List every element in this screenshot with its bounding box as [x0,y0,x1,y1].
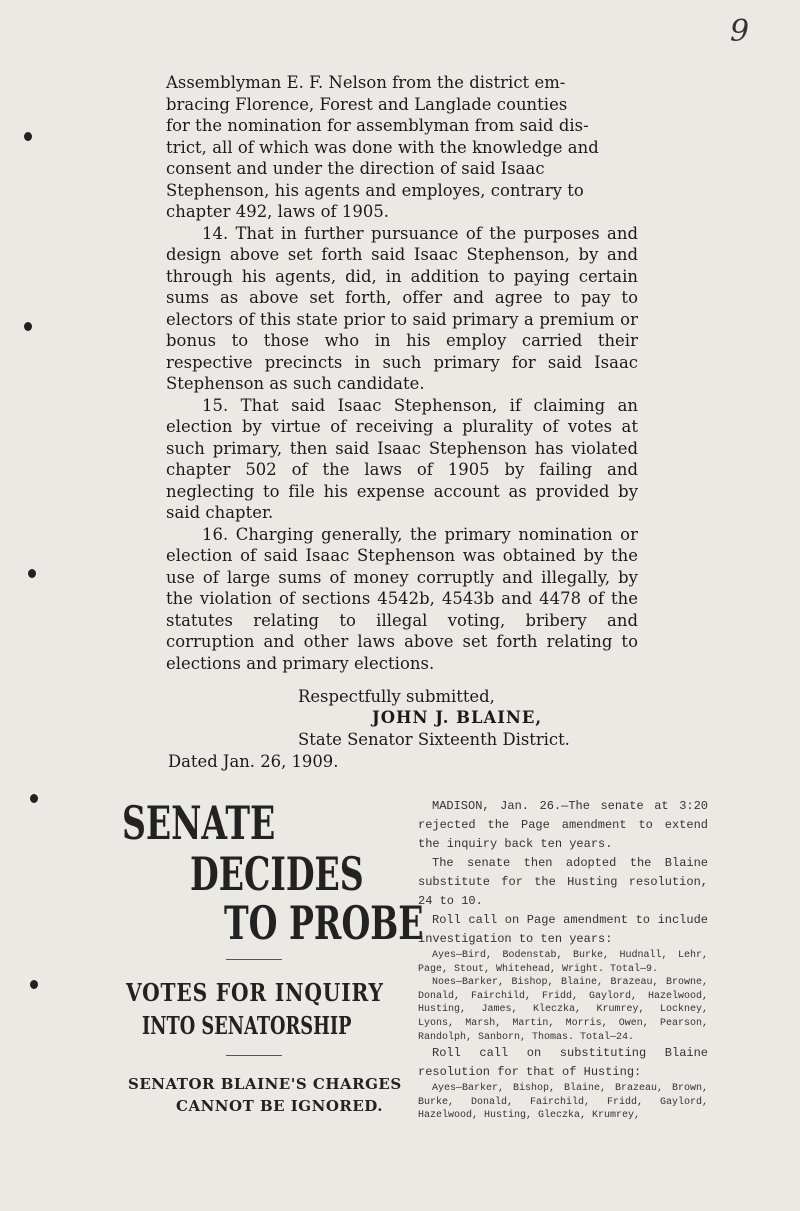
paragraph-15: 15. That said Isaac Stephenson, if claiming an election by virtue of receiving a plurality of votes at such primary, then said Isaac Stephenson has violated chapter 502 of the laws of 1905 by failing and neglecting to file his expense account as provided by said chapter. [166,395,638,522]
document-body [166,72,638,674]
punch-hole [30,980,38,989]
body-line: bracing Florence, Forest and Langlade counties [166,94,568,114]
roll-call-list: Noes—Barker, Bishop, Blaine, Brazeau, Browne, Donald, Fairchild, Fridd, Gaylord, Hazelwood, Husting, James, Kleczka, Krumrey, Lockney, Lyons, Marsh, Martin, Morris, Owen, Pearson, Randolph, Sanborn, Thomas. Total—24. [418,977,708,1043]
headline: DECIDES [190,847,364,901]
paragraph-14: 14. That in further pursuance of the purposes and design above set forth said Isaac Stephenson, by and through his agents, did, in addition to paying certain sums as above set forth, offer and agree to pay to electors of this state prior to said primary a premium or bonus to those who in his employ carried their respective precincts in such primary for said Isaac Stephenson as such candidate. [166,223,638,393]
punch-hole [30,794,38,803]
punch-hole [24,132,32,141]
headline: TO PROBE [224,896,424,950]
body-line: Assemblyman E. F. Nelson from the district em- [166,73,566,92]
divider [226,1055,282,1056]
punch-hole [24,322,32,331]
dated-line: Dated Jan. 26, 1909. [168,752,339,771]
closing-line: Respectfully submitted, [298,687,495,706]
news-paragraph: Roll call on substituting Blaine resolution for that of Husting: [418,1046,708,1080]
subheadline: CANNOT BE IGNORED. [176,1097,383,1115]
news-paragraph: Roll call on Page amendment to include investigation to ten years: [418,913,708,946]
body-line: trict, all of which was done with the knowledge and [166,137,599,157]
news-paragraph: MADISON, Jan. 26.—The senate at 3:20 rejected the Page amendment to extend the inquiry back ten years. [418,799,708,851]
body-line: chapter 492, laws of 1905. [166,202,390,221]
news-paragraph: The senate then adopted the Blaine substitute for the Husting resolution, 24 to 10. [418,856,708,908]
signer-title: State Senator Sixteenth District. [298,730,570,749]
subheadline: INTO SENATORSHIP [142,1011,352,1040]
body-line: for the nomination for assemblyman from said dis- [166,116,589,135]
roll-call-list: Ayes—Bird, Bodenstab, Burke, Hudnall, Lehr, Page, Stout, Whitehead, Wright. Total—9. [418,950,708,975]
body-line: consent and under the direction of said Isaac [166,159,545,178]
headline: SENATE [122,796,276,850]
divider [226,959,282,960]
subheadline: VOTES FOR INQUIRY [126,978,384,1007]
punch-hole [28,569,36,578]
subheadline: SENATOR BLAINE'S CHARGES [128,1075,402,1093]
news-column [418,797,708,1123]
roll-call-list: Ayes—Barker, Bishop, Blaine, Brazeau, Brown, Burke, Donald, Fairchild, Fridd, Gaylord, Hazelwood, Husting, Gleczka, Krumrey, [418,1083,708,1122]
signer-name: JOHN J. BLAINE, [372,708,543,727]
paragraph-16: 16. Charging generally, the primary nomination or election of said Isaac Stephenson was obtained by the use of large sums of money corruptly and illegally, by the violation of sections 4542b, 4543b and 4478 of the statutes relating to illegal voting, bribery and corruption and other laws above set forth relating to elections and primary elections. [166,524,638,673]
body-line: Stephenson, his agents and employes, contrary to [166,180,584,200]
page-number: 9 [730,14,750,49]
